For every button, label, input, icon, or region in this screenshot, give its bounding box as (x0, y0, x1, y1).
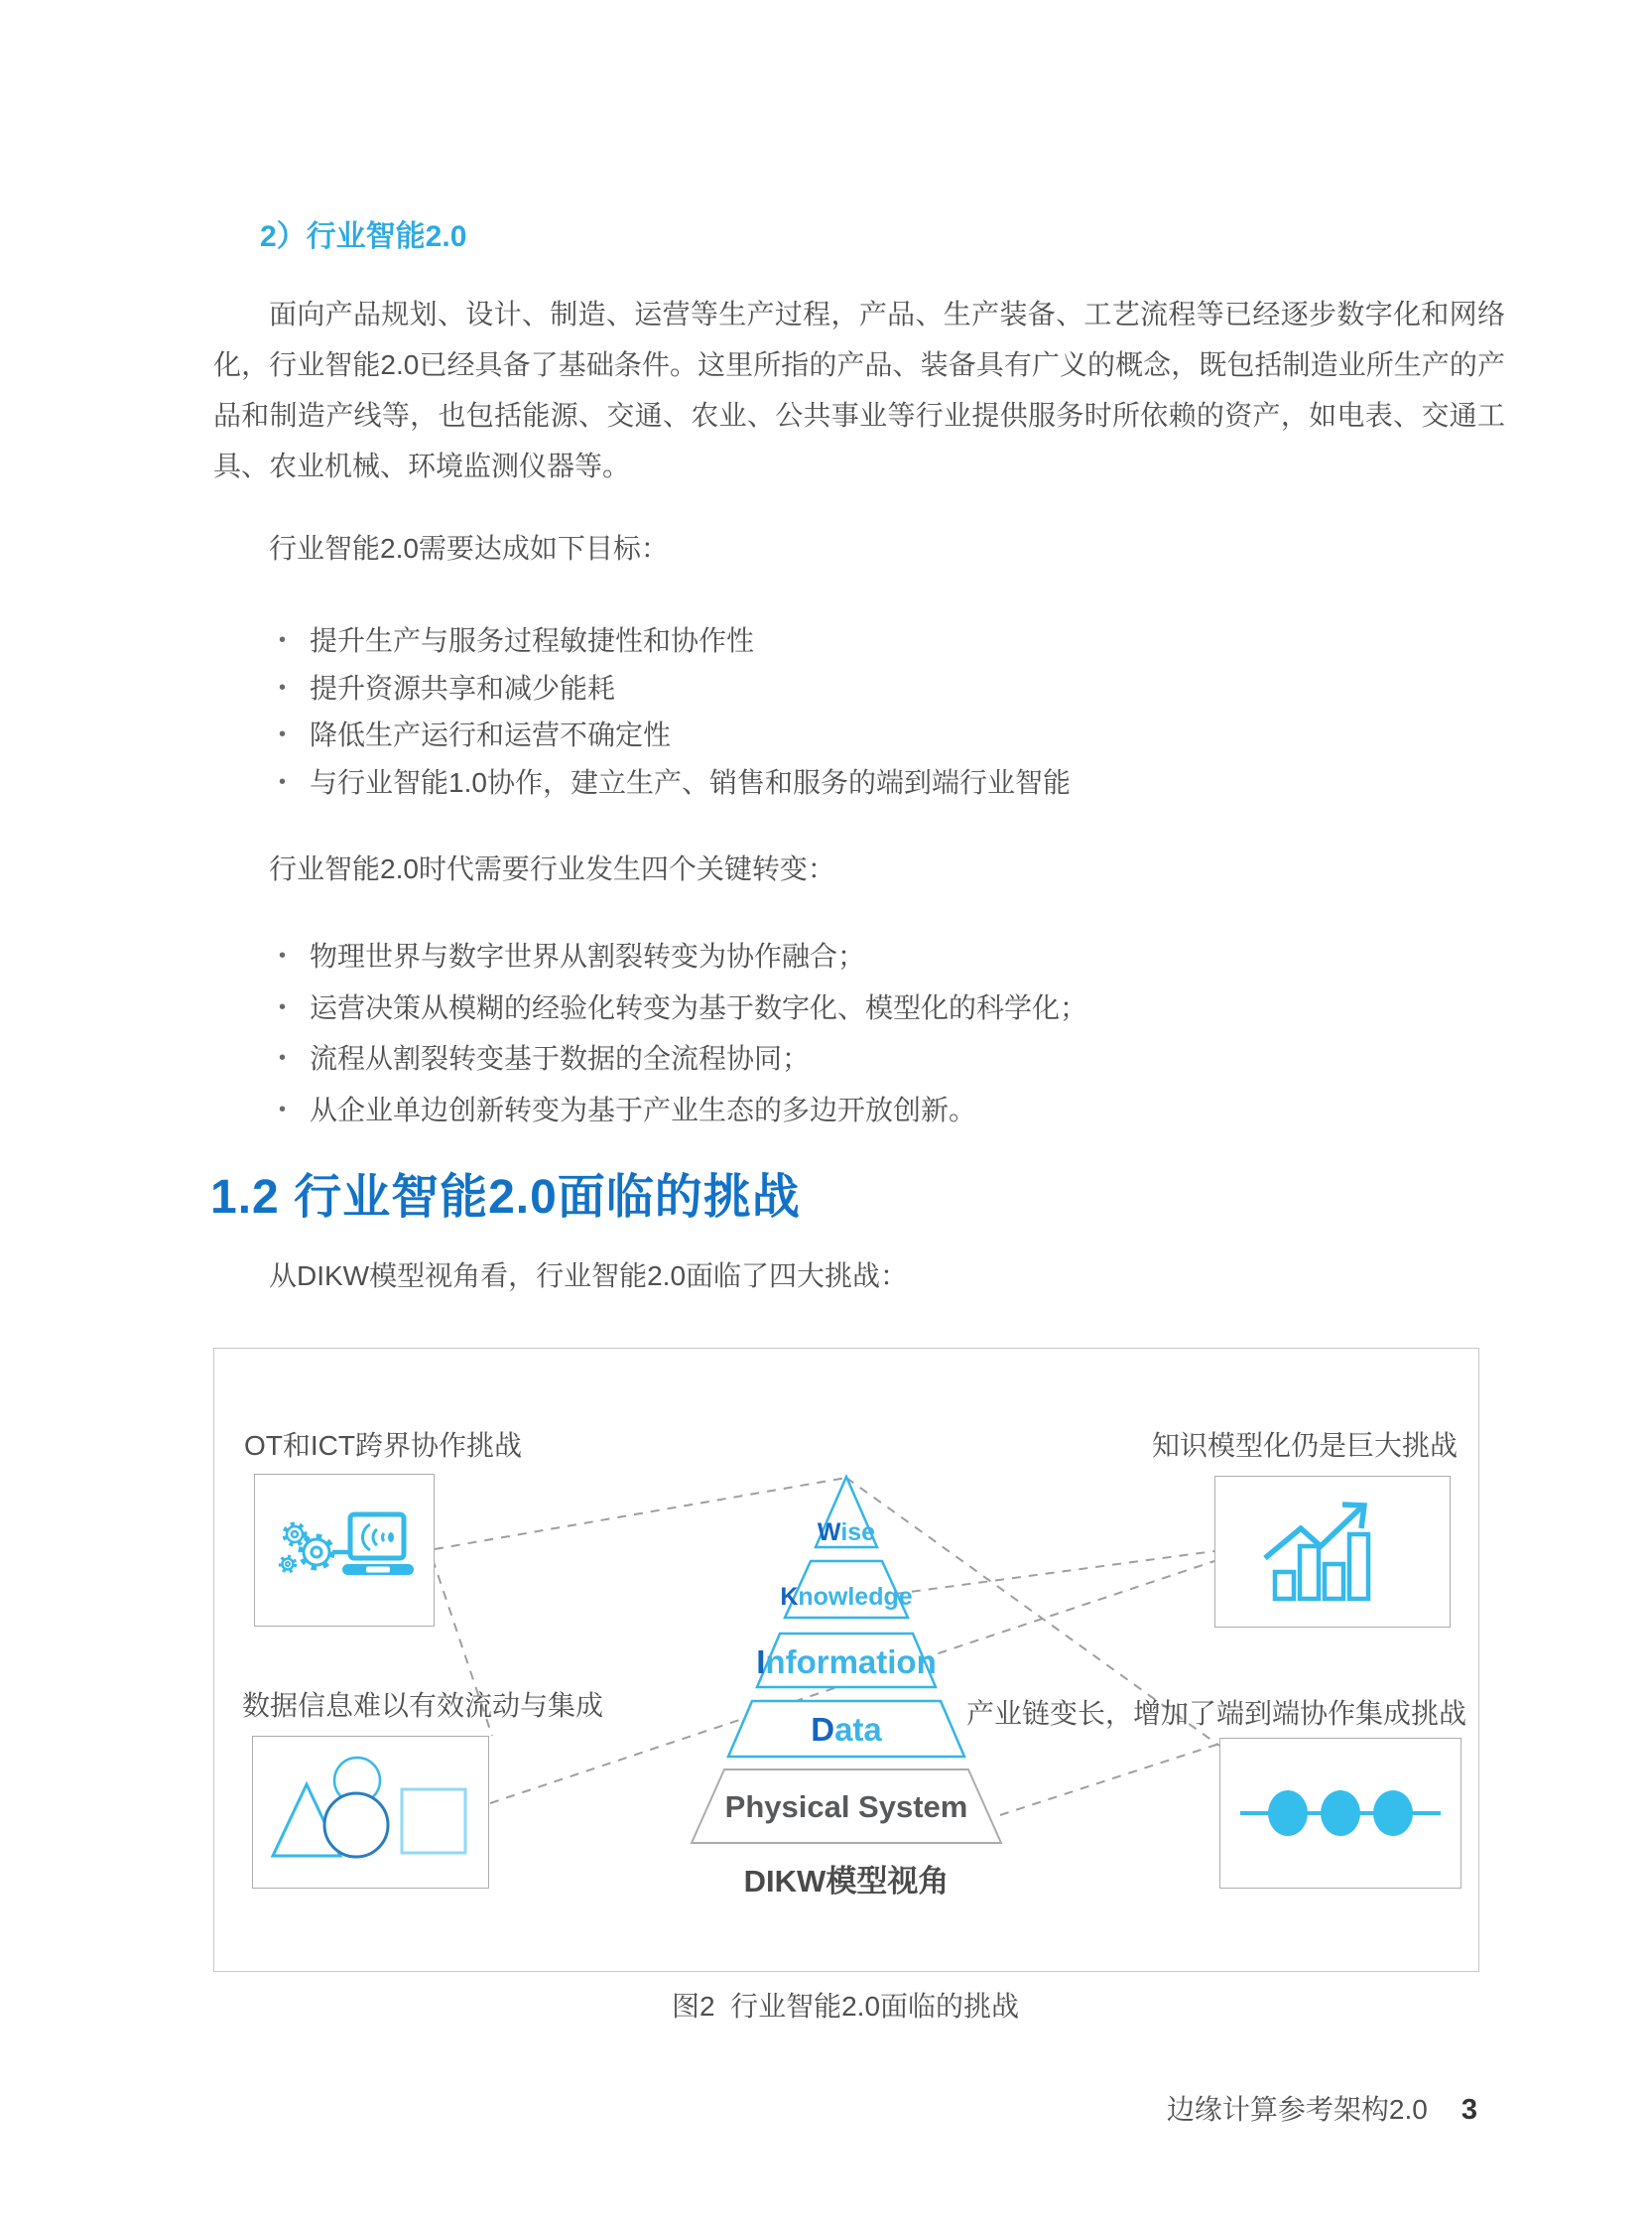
bullet-icon: • (279, 945, 287, 967)
list-item (213, 665, 1505, 713)
paragraph-transforms-intro: 行业智能2.0时代需要行业发生四个关键转变： (269, 853, 835, 884)
footer-page-number: 3 (1461, 2094, 1477, 2126)
chapter-heading: 1.2 行业智能2.0面临的挑战 (210, 1171, 801, 1224)
list-item (213, 984, 1505, 1036)
geometric-shapes-icon (253, 1737, 488, 1888)
list-item-label: 与行业智能1.0协作，建立生产、销售和服务的端到端行业智能 (310, 766, 1071, 798)
list-item (213, 712, 1505, 759)
challenge-label-knowledge-modeling: 知识模型化仍是巨大挑战 (1152, 1430, 1459, 1461)
paragraph-dikw-intro: 从DIKW模型视角看，行业智能2.0面临了四大挑战： (269, 1260, 909, 1291)
bullet-icon: • (279, 1098, 287, 1120)
chain-node (1321, 1790, 1360, 1836)
list-item-label: 降低生产运行和运营不确定性 (310, 720, 672, 750)
bullet-icon: • (279, 676, 287, 699)
list-item (213, 933, 1505, 984)
pyramid-label-wise: Wise (817, 1518, 876, 1546)
gears-laptop-icon (255, 1475, 434, 1626)
icon-box-data-flow (252, 1736, 489, 1889)
bullet-icon: • (279, 770, 287, 793)
icon-box-industry-chain (1219, 1738, 1461, 1889)
pyramid-label-information: Information (756, 1643, 937, 1680)
icon-box-knowledge-modeling (1214, 1476, 1451, 1628)
bullet-icon: • (279, 1047, 287, 1069)
page-footer (1167, 2088, 1477, 2128)
dashed-connector (435, 1478, 846, 1549)
challenge-label-industry-chain: 产业链变长，增加了端到端协作集成挑战 (966, 1698, 1467, 1729)
square-shape (402, 1789, 465, 1853)
paragraph-industry-intelligence: 面向产品规划、设计、制造、运营等生产过程，产品、生产装备、工艺流程等已经逐步数字化和网络化，行业智能2.0已经具备了基础条件。这里所指的产品、装备具有广义的概念，既包括制造业所生产的产品和制造产线等，也包括能源、交通、农业、公共事业等行业提供服务时所依赖的资产，如电表、交通工具、农业机械、环境监测仪器等。 (213, 299, 1505, 481)
pyramid-label-knowledge: Knowledge (780, 1583, 913, 1611)
footer-doc-title: 边缘计算参考架构2.0 (1166, 2094, 1428, 2125)
dashed-connector (1000, 1744, 1219, 1815)
pyramid-label-data: Data (811, 1711, 882, 1748)
pyramid-label-physical-system: Physical System (724, 1789, 968, 1824)
dikw-view-label: DIKW模型视角 (743, 1864, 950, 1899)
transforms-list (213, 933, 1505, 1137)
figure-dikw-challenges (213, 1348, 1479, 1972)
list-item-label: 提升生产与服务过程敏捷性和协作性 (310, 625, 755, 656)
paragraph-goals-intro: 行业智能2.0需要达成如下目标： (269, 533, 669, 564)
figure-caption: 图2 行业智能2.0面临的挑战 (671, 1991, 1020, 2022)
goals-list (213, 617, 1505, 806)
gear-icon (281, 1557, 296, 1572)
bullet-icon: • (279, 995, 287, 1018)
challenge-label-data-flow: 数据信息难以有效流动与集成 (242, 1690, 604, 1721)
list-item-label: 流程从割裂转变基于数据的全流程协同； (310, 1043, 811, 1074)
list-item (213, 759, 1505, 807)
bullet-icon: • (279, 723, 287, 745)
icon-box-ot-ict (254, 1474, 435, 1627)
list-item-label: 从企业单边创新转变为基于产业生态的多边开放创新。 (310, 1094, 977, 1125)
list-item (213, 1087, 1505, 1138)
list-item-label: 物理世界与数字世界从割裂转变为协作融合； (310, 941, 866, 972)
gear-icon (301, 1536, 332, 1568)
list-item-label: 提升资源共享和减少能耗 (310, 672, 616, 704)
chain-node (1373, 1790, 1413, 1836)
list-item (213, 1035, 1505, 1087)
laptop-icon (342, 1514, 414, 1575)
list-item-label: 运营决策从模糊的经验化转变为基于数字化、模型化的科学化； (310, 991, 1088, 1023)
challenge-label-ot-ict: OT和ICT跨界协作挑战 (244, 1430, 522, 1461)
large-circle-shape (324, 1793, 388, 1857)
dashed-connector (895, 1551, 1214, 1594)
growth-chart-icon (1215, 1477, 1450, 1627)
bullet-icon: • (279, 629, 287, 651)
gear-icon (285, 1524, 306, 1545)
list-item (213, 617, 1505, 665)
section-heading: 2）行业智能2.0 (260, 220, 467, 253)
chain-node (1268, 1790, 1308, 1836)
chain-nodes-icon (1220, 1739, 1461, 1888)
